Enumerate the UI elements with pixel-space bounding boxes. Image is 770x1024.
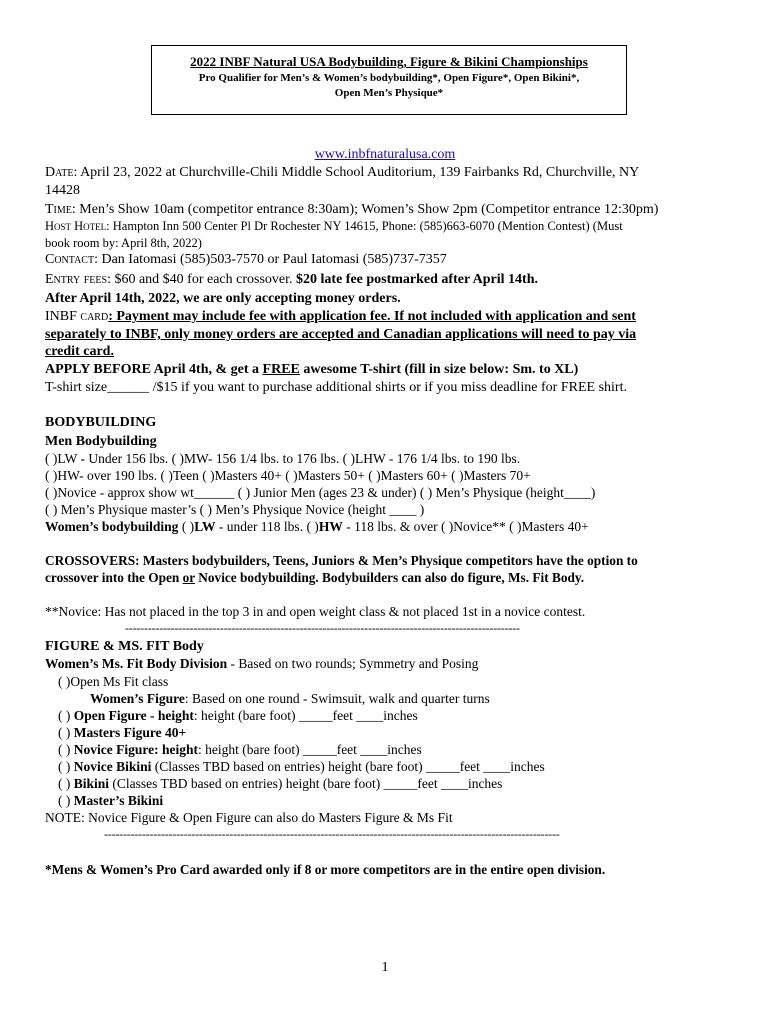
crossovers-or: or [182, 570, 195, 585]
men-classes-line-3: ( )Novice - approx show wt______ ( ) Junior Men (ages 23 & under) ( ) Men’s Physique (height____) [45, 485, 596, 500]
crossovers-text-a: crossover into the Open [45, 570, 183, 585]
ms-fit-text: - Based on two rounds; Symmetry and Posing [227, 656, 479, 671]
novice-figure-text: : height (bare foot) _____feet ____inches [197, 742, 422, 757]
card-line-2: separately to INBF, only money orders are accepted and Canadian applications will need to pay via [45, 327, 637, 342]
checkbox-paren: ( ) [58, 708, 71, 723]
men-classes-line-2: ( )HW- over 190 lbs. ( )Teen ( )Masters 40+ ( )Masters 50+ ( )Masters 60+ ( )Masters 70+ [45, 468, 531, 483]
pro-card-note: *Mens & Women’s Pro Card awarded only if 8 or more competitors are in the entire open division. [45, 862, 606, 877]
women-hw: HW [318, 519, 343, 534]
novice-figure-label: Novice Figure: height [73, 742, 198, 757]
open-figure-label: Open Figure - height [73, 708, 194, 723]
card-line-3: credit card. [45, 344, 114, 359]
open-figure-text: : height (bare foot) _____feet ____inches [193, 708, 418, 723]
event-title: 2022 INBF Natural USA Bodybuilding, Figure & Bikini Championships [190, 54, 588, 69]
masters-figure-label: Masters Figure 40+ [73, 725, 187, 740]
contact-label: Contact [45, 252, 95, 267]
apply-text-a: APPLY BEFORE April 4th, & get a [45, 362, 263, 377]
contact-line [45, 251, 447, 268]
event-subtitle-line2: Open Men’s Physique* [334, 87, 444, 99]
free-text: FREE [262, 362, 300, 377]
womens-figure-text: : Based on one round - Swimsuit, walk and quarter turns [184, 691, 490, 706]
separator-2: ------------------------------------------------------------------------------------------------------------------------ [104, 827, 560, 841]
checkbox-paren: ( ) [58, 793, 71, 808]
novice-bikini-label: Novice Bikini [73, 759, 152, 774]
novice-note: **Novice: Has not placed in the top 3 in and open weight class & not placed 1st in a novice contest. [45, 604, 586, 619]
ms-fit-line [45, 655, 478, 672]
men-classes-line-4: ( ) Men’s Physique master’s ( ) Men’s Physique Novice (height ____ ) [45, 502, 425, 517]
women-bb-text-b: - under 118 lbs. ( ) [215, 519, 319, 534]
masters-bikini-label: Master’s Bikini [73, 793, 164, 808]
checkbox-paren: ( ) [58, 759, 71, 774]
time-text: Men’s Show 10am (competitor entrance 8:30am); Women’s Show 2pm (Competitor entrance 12:30pm) [75, 202, 659, 217]
crossovers-line-2 [45, 569, 584, 586]
hotel-line-2: book room by: April 8th, 2022) [45, 236, 202, 250]
tshirt-line: T-shirt size______ /$15 if you want to purchase additional shirts or if you miss deadline for FREE shirt. [45, 380, 627, 395]
date-line-2: 14428 [45, 183, 80, 198]
men-classes-line-1: ( )LW - Under 156 lbs. ( )MW- 156 1/4 lbs. to 176 lbs. ( )LHW - 176 1/4 lbs. to 190 lbs. [45, 451, 521, 466]
bodybuilding-heading: BODYBUILDING [45, 415, 157, 430]
crossovers-text-b: Novice bodybuilding. Bodybuilders can also do figure, Ms. Fit Body. [194, 570, 585, 585]
women-bb-label: Women’s bodybuilding [45, 519, 179, 534]
fees-label: Entry fees [45, 272, 108, 287]
masters-figure-line [58, 724, 186, 741]
figure-heading: FIGURE & MS. FIT Body [45, 639, 204, 654]
crossovers-line-1: CROSSOVERS: Masters bodybuilders, Teens, Juniors & Men’s Physique competitors have the option to [45, 553, 638, 568]
womens-figure-label: Women’s Figure [90, 691, 185, 706]
contact-text: : Dan Iatomasi (585)503-7570 or Paul Iatomasi (585)737-7357 [94, 252, 447, 267]
money-orders-line: After April 14th, 2022, we are only accepting money orders. [45, 291, 401, 306]
women-bb-text-a: ( ) [178, 519, 195, 534]
masters-bikini-line [58, 792, 163, 809]
date-label: Date [45, 165, 74, 180]
fees-text: : $60 and $40 for each crossover. [107, 272, 297, 287]
fees-line [45, 271, 538, 288]
time-line [45, 201, 658, 218]
late-fee-text: $20 late fee postmarked after April 14th. [296, 272, 538, 287]
date-text: : April 23, 2022 at Churchville-Chili Middle School Auditorium, 139 Fairbanks Rd, Churchville, NY [73, 165, 640, 180]
bikini-label: Bikini [73, 776, 110, 791]
date-line [45, 164, 639, 181]
novice-bikini-line [58, 758, 545, 775]
ms-fit-label: Women’s Ms. Fit Body Division [45, 656, 228, 671]
men-bodybuilding-heading: Men Bodybuilding [45, 434, 157, 449]
checkbox-paren: ( ) [58, 742, 71, 757]
event-subtitle-line1: Pro Qualifier for Men’s & Women’s bodybuilding*, Open Figure*, Open Bikini*, [198, 72, 580, 84]
ms-fit-open-line: ( )Open Ms Fit class [58, 674, 169, 689]
novice-bikini-text: (Classes TBD based on entries) height (bare foot) _____feet ____inches [151, 759, 545, 774]
womens-figure-line [90, 690, 490, 707]
card-line [45, 308, 636, 325]
checkbox-paren: ( ) [58, 776, 71, 791]
hotel-label: Host Hotel: [45, 219, 110, 233]
apply-text-b: awesome T-shirt (fill in size below: Sm. to XL) [299, 362, 579, 377]
hotel-line [45, 218, 623, 235]
novice-figure-line [58, 741, 422, 758]
women-bodybuilding-line [45, 518, 589, 535]
website-link[interactable]: www.inbfnaturalusa.com [314, 147, 456, 162]
bikini-line [58, 775, 502, 792]
women-bb-text-c: - 118 lbs. & over ( )Novice** ( )Masters 40+ [342, 519, 589, 534]
women-lw: LW [194, 519, 216, 534]
open-figure-line [58, 707, 418, 724]
page-number: 1 [381, 960, 389, 975]
title-box [151, 45, 627, 115]
card-label: INBF card [45, 309, 109, 324]
figure-note: NOTE: Novice Figure & Open Figure can also do Masters Figure & Ms Fit [45, 810, 453, 825]
checkbox-paren: ( ) [58, 725, 71, 740]
card-text: : Payment may include fee with application fee. If not included with application and sent [108, 309, 636, 324]
separator-1: -------------------------------------------------------------------------------------------------------- [125, 621, 520, 635]
time-label: Time: [45, 202, 76, 217]
hotel-text: Hampton Inn 500 Center Pl Dr Rochester NY 14615, Phone: (585)663-6070 (Mention Contest) (Must [109, 219, 623, 233]
bikini-text: (Classes TBD based on entries) height (bare foot) _____feet ____inches [109, 776, 503, 791]
apply-line [45, 361, 578, 378]
